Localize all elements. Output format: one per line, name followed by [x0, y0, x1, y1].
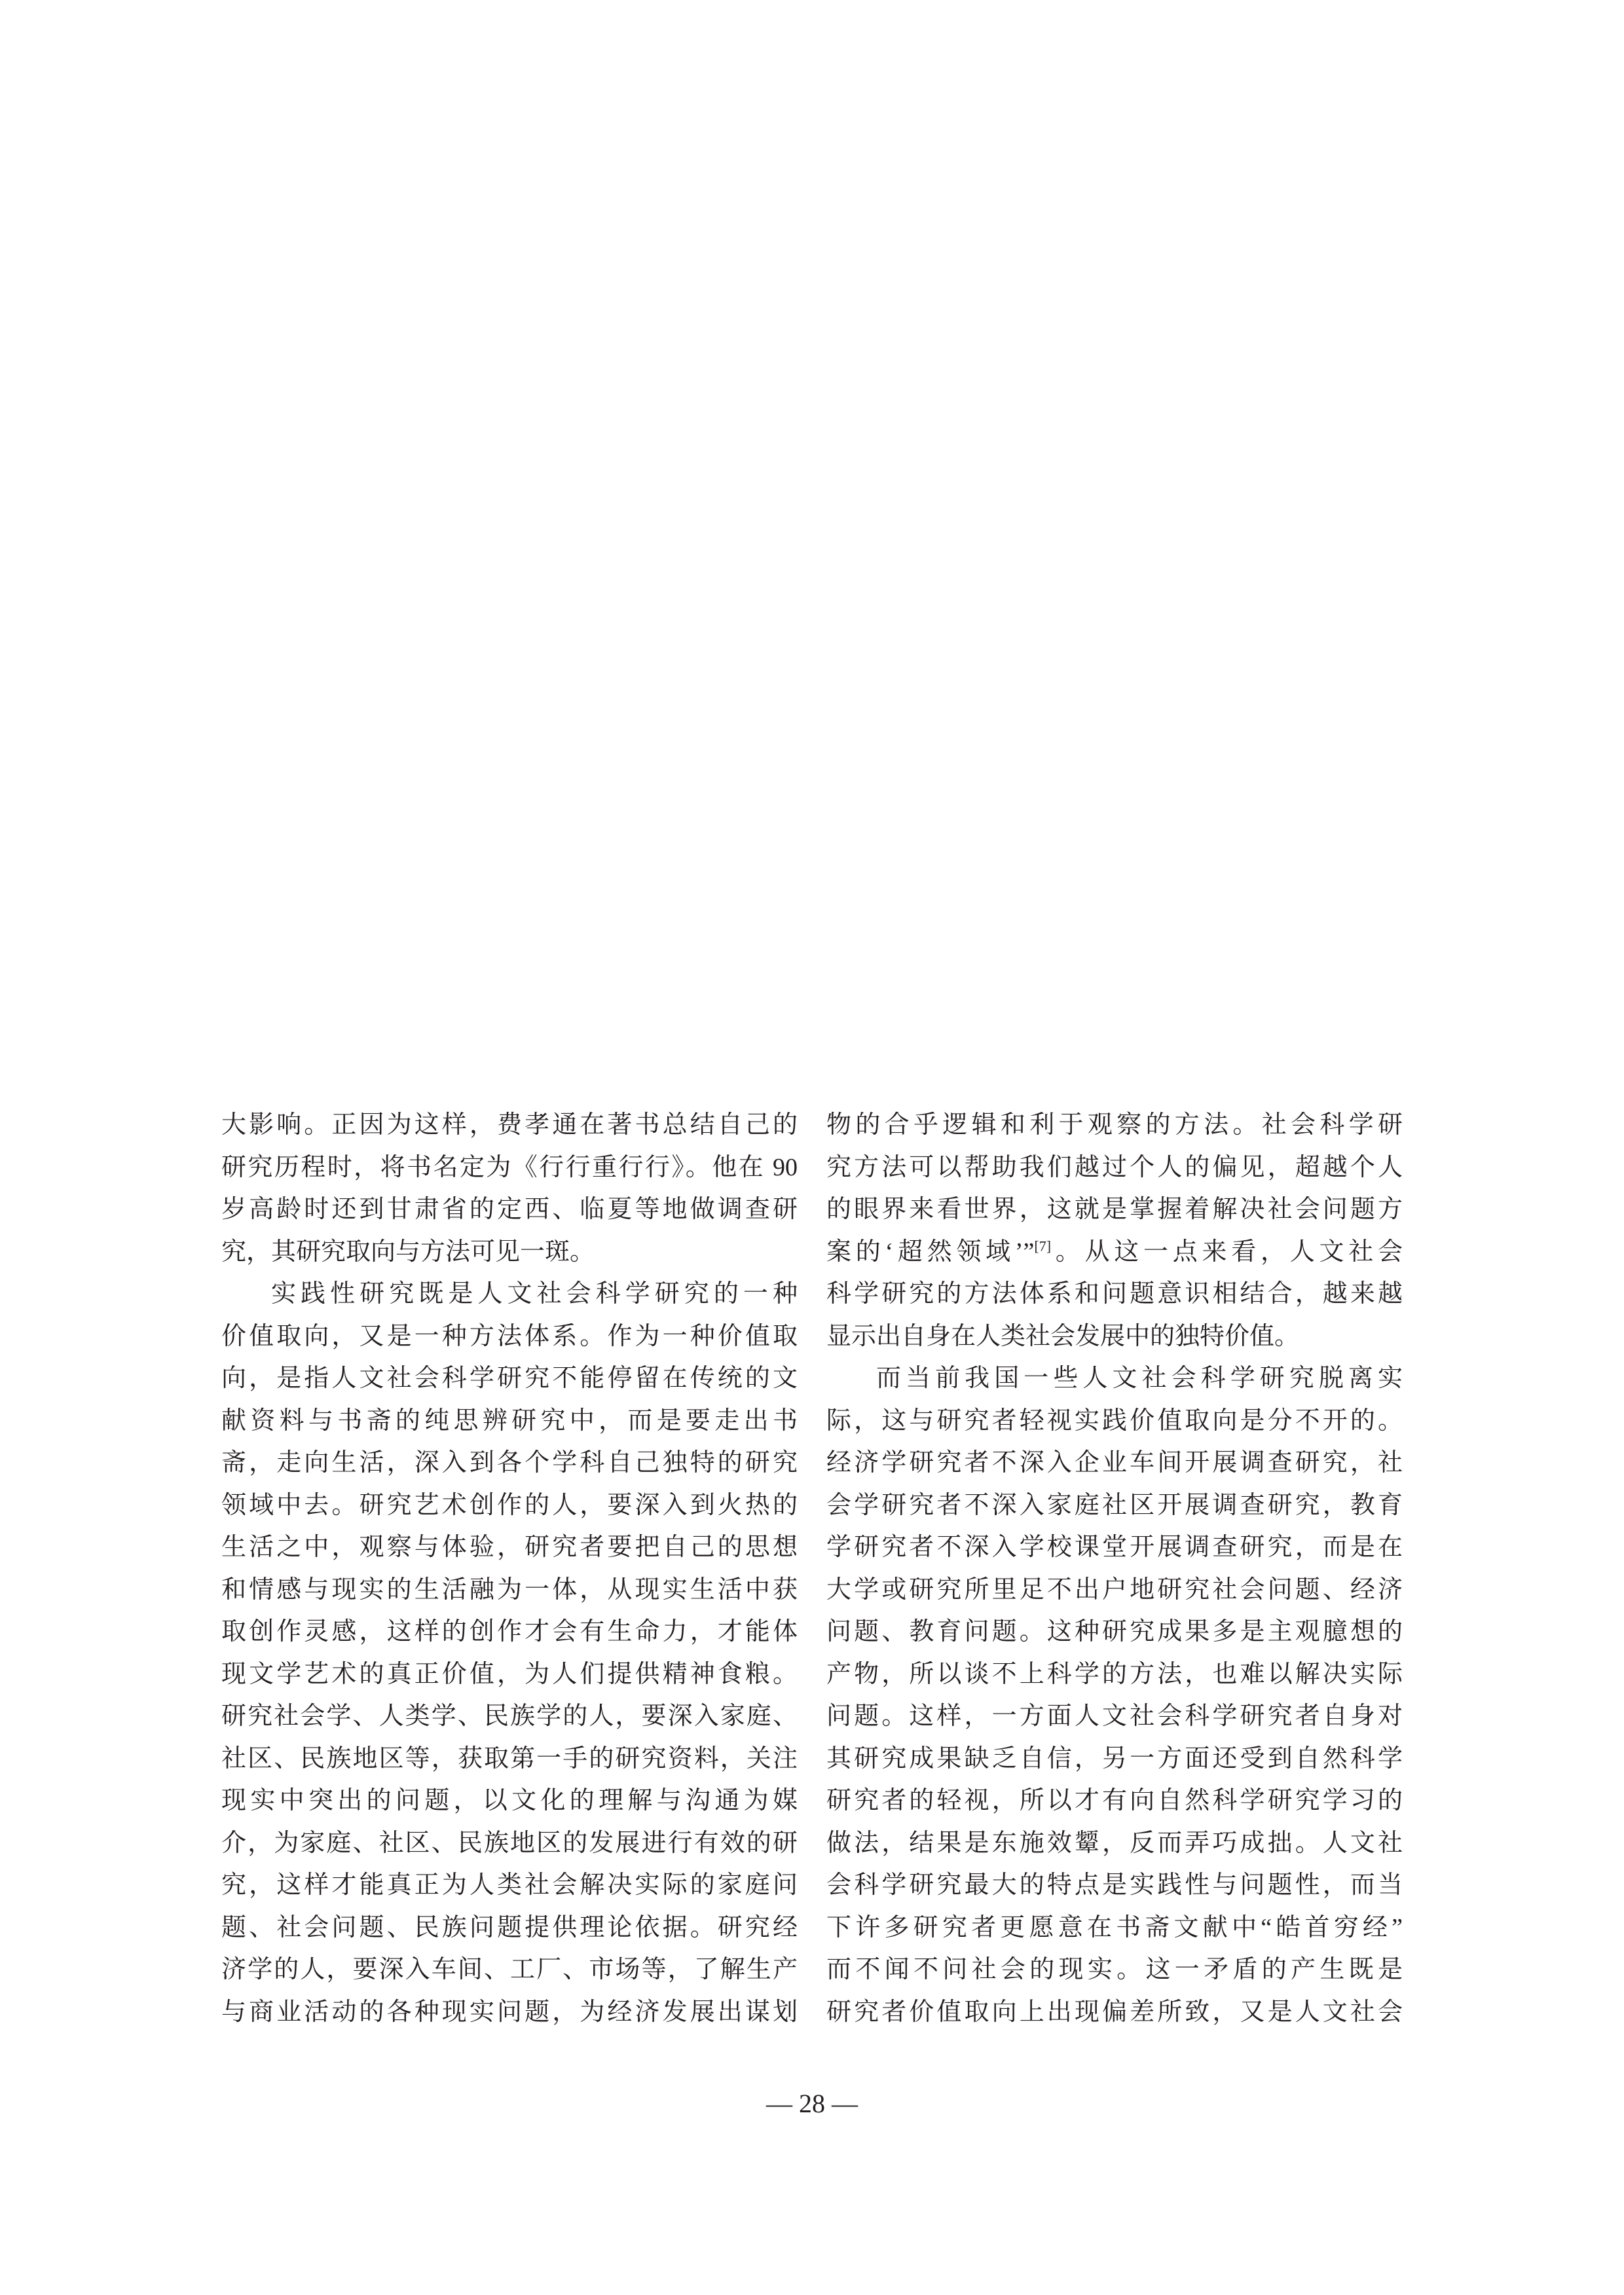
right-column — [826, 1104, 1403, 2033]
text-line: 究方法可以帮助我们越过个人的偏见，超越个人 — [826, 1153, 1403, 1181]
text-line: 研究社会学、人类学、民族学的人，要深入家庭、 — [221, 1702, 798, 1730]
text-line: 现文学艺术的真正价值，为人们提供精神食粮。 — [221, 1660, 798, 1688]
paragraph-last-line: 究，其研究取向与方法可见一斑。 — [221, 1238, 595, 1266]
text-line: 究，这样才能真正为人类社会解决实际的家庭问 — [221, 1871, 798, 1899]
text-line: 领域中去。研究艺术创作的人，要深入到火热的 — [221, 1491, 798, 1519]
text-line: 与商业活动的各种现实问题，为经济发展出谋划 — [221, 1998, 798, 2026]
text-line: 研究历程时，将书名定为《行行重行行》。他在 90 — [221, 1153, 798, 1181]
text-line: 科学研究的方法体系和问题意识相结合，越来越 — [826, 1280, 1403, 1308]
text-line: 现实中突出的问题，以文化的理解与沟通为媒 — [221, 1787, 798, 1814]
text-line: 而不闻不问社会的现实。这一矛盾的产生既是 — [826, 1956, 1403, 1983]
text-line: 物的合乎逻辑和利于观察的方法。社会科学研 — [826, 1111, 1403, 1139]
text-line: 向，是指人文社会科学研究不能停留在传统的文 — [221, 1365, 798, 1392]
text-line: 生活之中，观察与体验，研究者要把自己的思想 — [221, 1533, 798, 1561]
text-line: 题、社会问题、民族问题提供理论依据。研究经 — [221, 1913, 798, 1941]
text-line: 的眼界来看世界，这就是掌握着解决社会问题方 — [826, 1196, 1403, 1223]
text-line: 介，为家庭、社区、民族地区的发展进行有效的研 — [221, 1829, 798, 1857]
text-line: 岁高龄时还到甘肃省的定西、临夏等地做调查研 — [221, 1196, 798, 1223]
text-line: 价值取向，又是一种方法体系。作为一种价值取 — [221, 1322, 798, 1350]
text-line: 社区、民族地区等，获取第一手的研究资料，关注 — [221, 1744, 798, 1772]
text-line: 取创作灵感，这样的创作才会有生命力，才能体 — [221, 1618, 798, 1645]
text-line: 际，这与研究者轻视实践价值取向是分不开的。 — [826, 1406, 1403, 1435]
text-line: 献资料与书斋的纯思辨研究中，而是要走出书 — [221, 1406, 798, 1435]
paragraph-first-line: 实践性研究既是人文社会科学研究的一种 — [271, 1280, 798, 1308]
text-line: 问题。这样，一方面人文社会科学研究者自身对 — [826, 1702, 1403, 1730]
text-line: 产物，所以谈不上科学的方法，也难以解决实际 — [826, 1660, 1403, 1688]
text-line: 大学或研究所里足不出户地研究社会问题、经济 — [826, 1575, 1403, 1604]
text-segment: 。从这一点来看，人文社会 — [1051, 1238, 1403, 1266]
text-line: 和情感与现实的生活融为一体，从现实生活中获 — [221, 1575, 798, 1604]
citation-reference: [7] — [1034, 1237, 1052, 1254]
text-line: 学研究者不深入学校课堂开展调查研究，而是在 — [826, 1533, 1403, 1561]
text-line-with-citation — [826, 1231, 1403, 1274]
paragraph-first-line: 而当前我国一些人文社会科学研究脱离实 — [876, 1365, 1403, 1392]
paragraph-last-line: 显示出自身在人类社会发展中的独特价值。 — [826, 1322, 1300, 1350]
text-line: 下许多研究者更愿意在书斋文献中“皓首穷经” — [826, 1913, 1403, 1941]
text-line: 会科学研究最大的特点是实践性与问题性，而当 — [826, 1871, 1403, 1899]
page-number: — 28 — — [766, 2089, 858, 2118]
text-line: 其研究成果缺乏自信，另一方面还受到自然科学 — [826, 1744, 1403, 1772]
text-line: 研究者价值取向上出现偏差所致，又是人文社会 — [826, 1998, 1403, 2026]
text-segment: 案的‘超然领域’” — [826, 1238, 1035, 1266]
text-line: 济学的人，要深入车间、工厂、市场等，了解生产 — [221, 1956, 798, 1983]
text-line: 斋，走向生活，深入到各个学科自己独特的研究 — [221, 1449, 798, 1477]
left-column — [221, 1104, 798, 2033]
text-line: 经济学研究者不深入企业车间开展调查研究，社 — [826, 1449, 1403, 1477]
text-line: 研究者的轻视，所以才有向自然科学研究学习的 — [826, 1787, 1403, 1814]
text-line: 会学研究者不深入家庭社区开展调查研究，教育 — [826, 1491, 1403, 1519]
text-line: 大影响。正因为这样，费孝通在著书总结自己的 — [221, 1111, 798, 1139]
text-line: 做法，结果是东施效颦，反而弄巧成拙。人文社 — [826, 1829, 1403, 1857]
text-line: 问题、教育问题。这种研究成果多是主观臆想的 — [826, 1618, 1403, 1645]
